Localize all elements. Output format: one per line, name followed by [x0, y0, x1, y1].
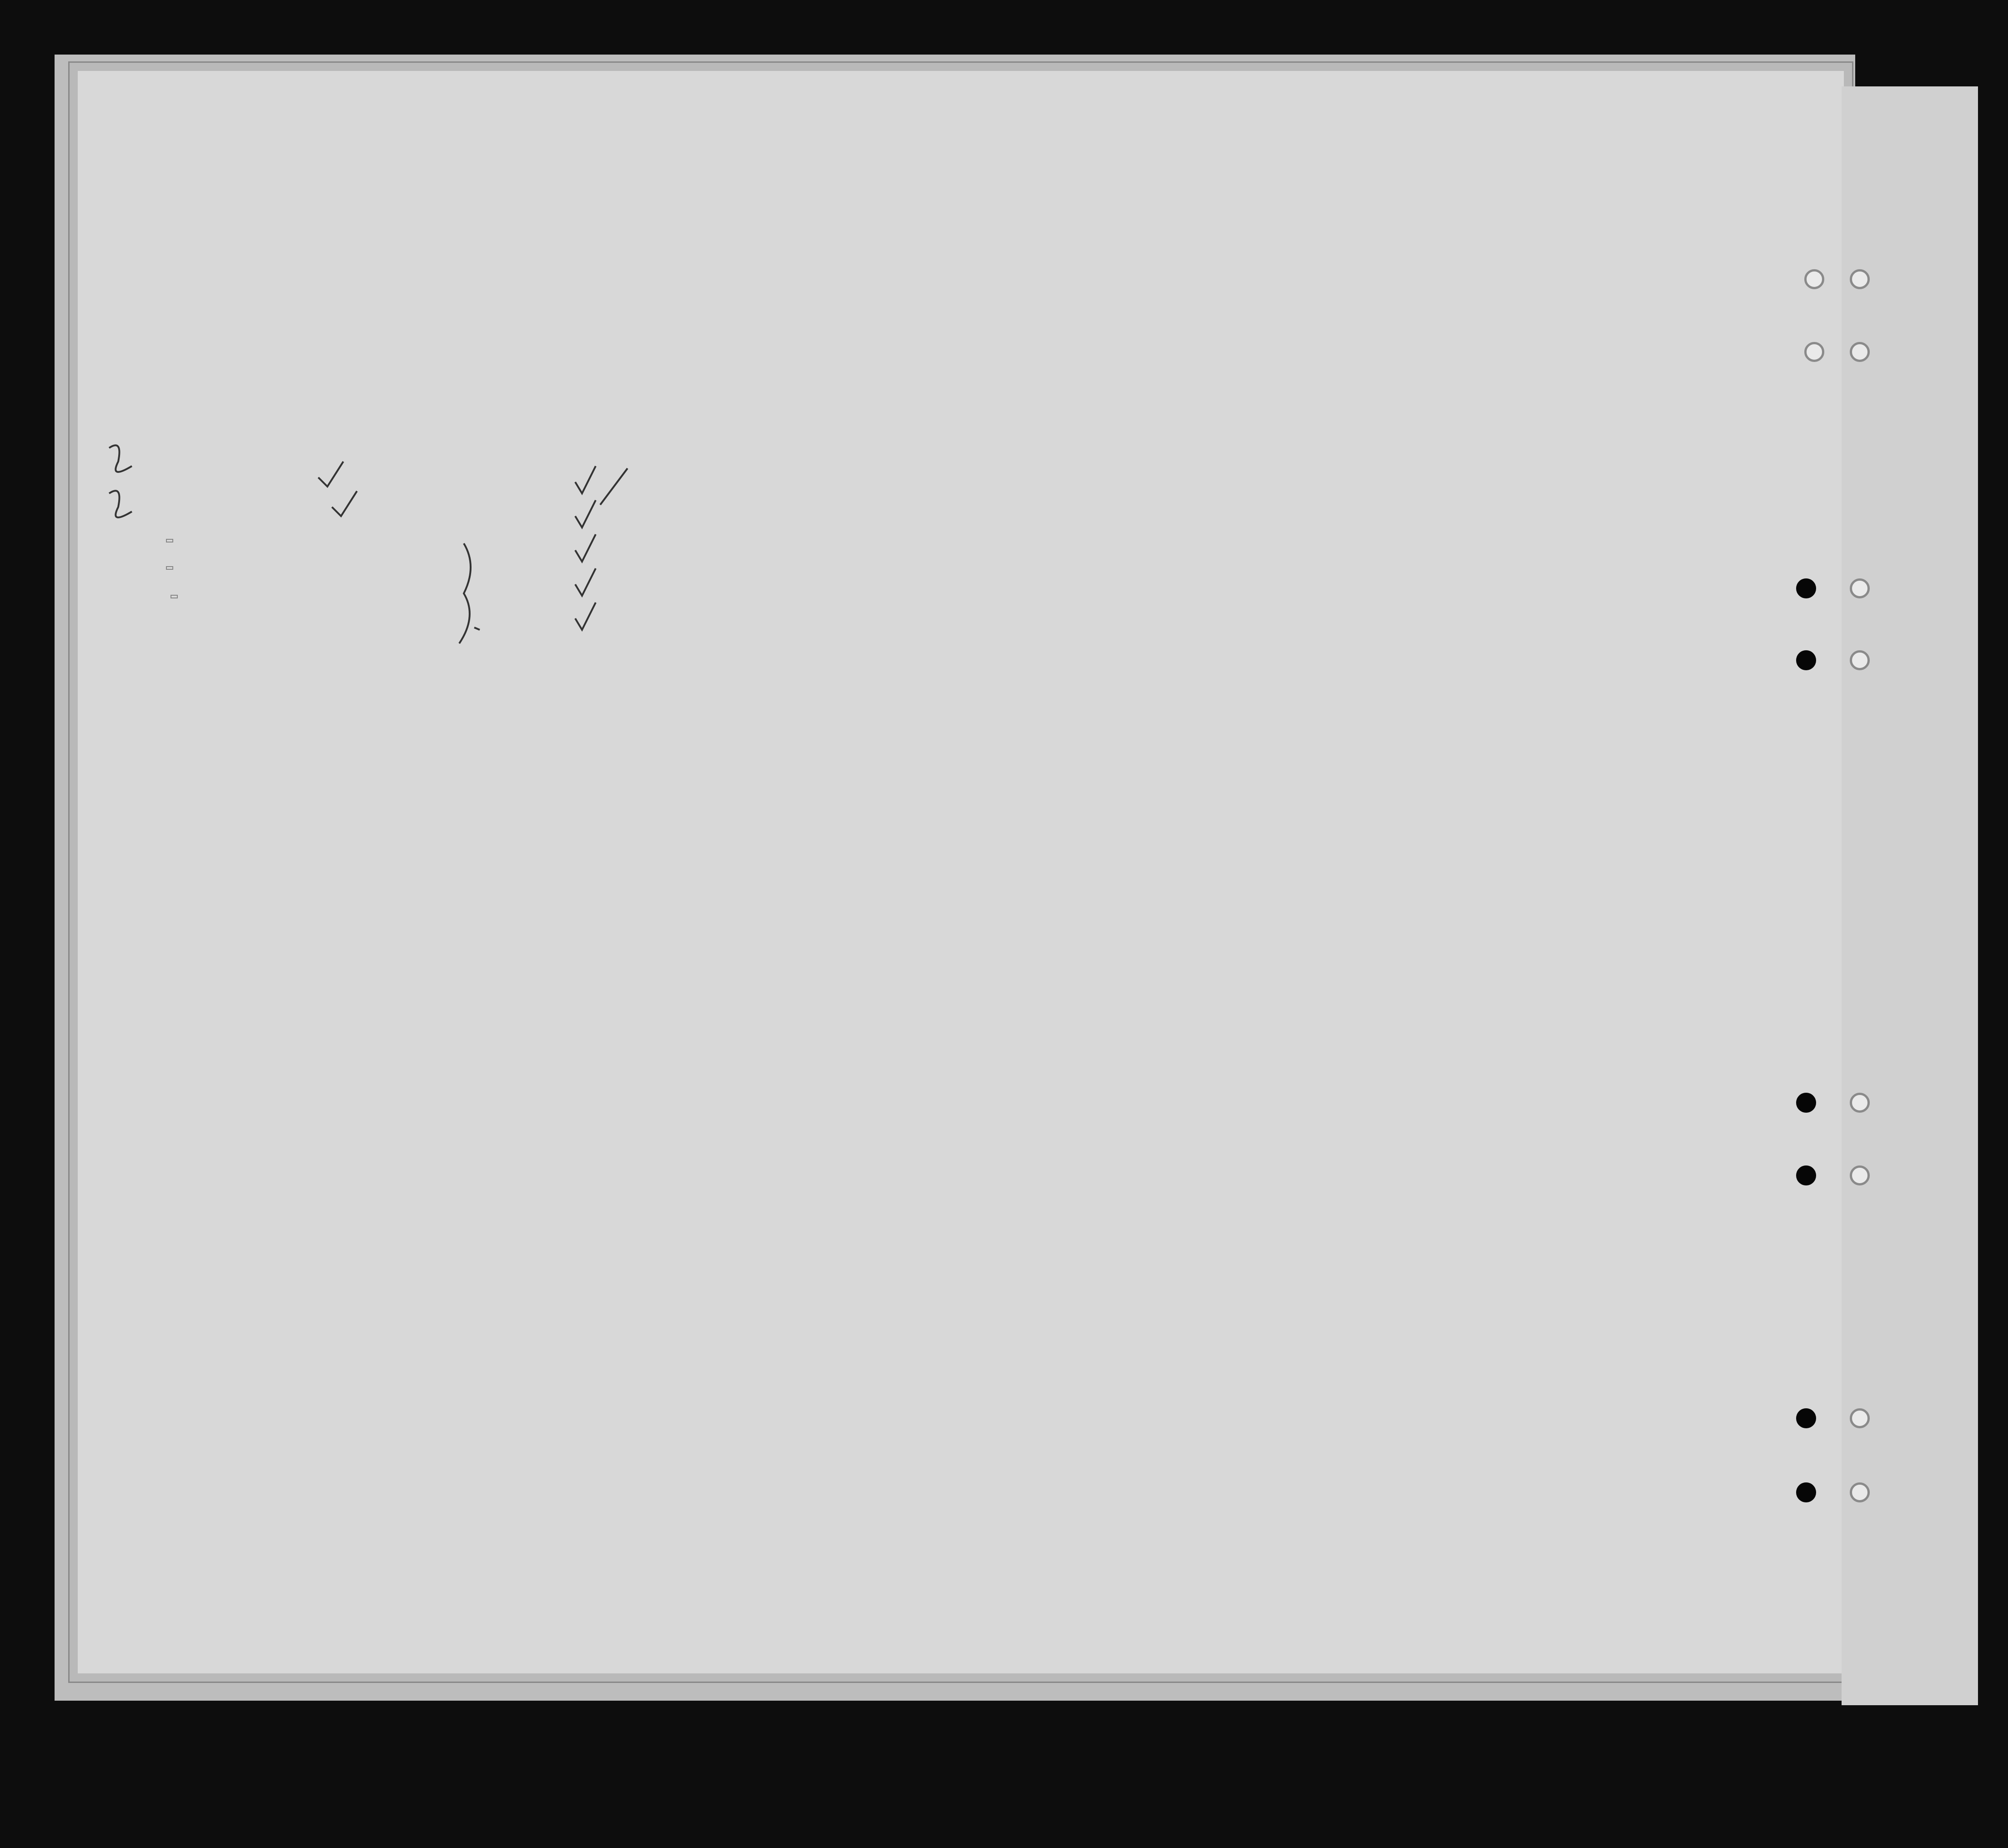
punch-hole-ring: [1850, 1165, 1870, 1185]
punch-hole-ring: [1850, 650, 1870, 670]
punch-hole: [1796, 650, 1816, 670]
punch-hole-ring: [1850, 578, 1870, 598]
punch-hole-ring: [1850, 269, 1870, 289]
punch-hole: [1796, 1482, 1816, 1502]
punch-hole-ring: [1804, 342, 1824, 362]
punch-hole-ring: [1850, 1408, 1870, 1428]
punch-hole: [1796, 1408, 1816, 1428]
punch-hole: [1796, 1093, 1816, 1113]
punch-hole: [1796, 1165, 1816, 1185]
punch-hole-ring: [1850, 342, 1870, 362]
punch-hole: [1796, 578, 1816, 598]
punch-hole-ring: [1804, 269, 1824, 289]
punch-hole-ring: [1850, 1482, 1870, 1502]
punch-hole-ring: [1850, 1093, 1870, 1113]
